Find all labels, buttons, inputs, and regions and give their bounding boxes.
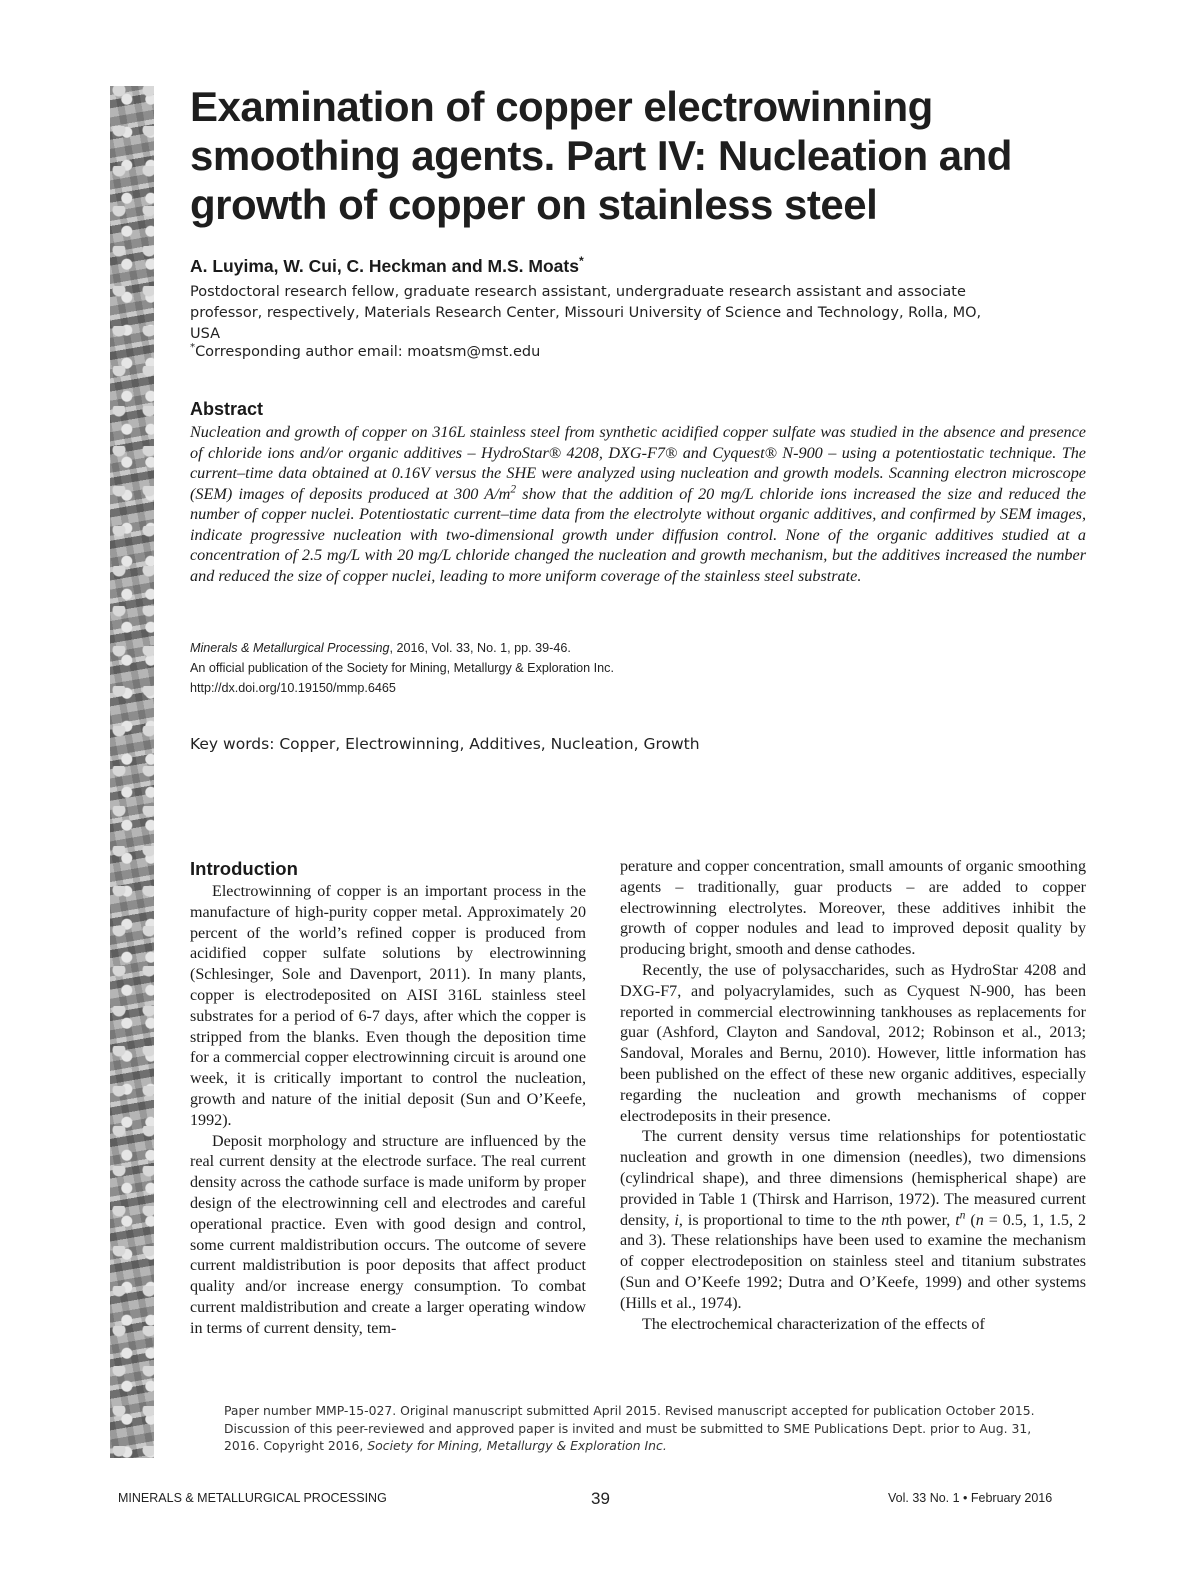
paragraph: The electrochemical characterization of the effects of <box>642 1315 985 1333</box>
text-run: The current density versus time relationships for potentiostatic nucleation and growth in one dimension (needles), two dimensions (cylindrical shape), and three dimensions (hemispherical shape) are provided in Table 1 (Thirsk and Harrison, 1972). The measured current density, <box>620 1128 1086 1229</box>
article-title: Examination of copper electrowinning smoothing agents. Part IV: Nucleation and growth of copper on stainless steel <box>190 83 1012 228</box>
footer-issue: Vol. 33 No. 1 • February 2016 <box>888 1491 1053 1505</box>
text-run: , is proportional to time to the <box>678 1211 882 1229</box>
corresponding-author <box>190 344 540 360</box>
math-sup-n: n <box>959 1209 966 1222</box>
footnote-society: Society for Mining, Metallurgy & Exploration Inc. <box>367 1438 667 1453</box>
paragraph: Recently, the use of polysaccharides, such as HydroStar 4208 and DXG-F7, and polyacrylamides, such as Cyquest N-900, has been reported in commercial electrowinning tankhouses as replacements for guar (Ashford, Clayton and Sandoval, 2012; Robinson et al., 2013; Sandoval, Morales and Bernu, 2010). However, little information has been published on the effect of these new organic additives, especially regarding the nucleation and growth mechanisms of copper electrodeposits in their presence. <box>620 961 1086 1125</box>
text-run: ( <box>965 1211 976 1229</box>
paragraph: perature and copper concentration, small amounts of organic smoothing agents – traditionally, guar products – are added to copper electrowinning electrolytes. Moreover, these additives inhibit the growth of copper nodules and lead to improved deposit quality by producing bright, smooth and dense cathodes. <box>620 858 1086 959</box>
paragraph <box>620 1127 1086 1314</box>
text-run: = 0.5, 1, 1.5, 2 and 3). These relationships have been used to examine the mechanism of copper electrodeposition on stainless steel and titanium substrates (Sun and O’Keefe 1992; Dutra and O’Keefe, 1999) and other systems (Hills et al., 1974). <box>620 1211 1087 1312</box>
abstract-part-2: show that the addition of 20 mg/L chloride ions increased the size and reduced the number of copper nuclei. Potentiostatic current–time data from the electrolyte without organic additives, and confirmed by SEM images, indicate progressive nucleation with two-dimensional growth under diffusion control. None of the organic additives studied at a concentration of 2.5 mg/L with 20 mg/L chloride changed the nucleation and growth mechanism, but the additives increased the number and reduced the size of copper nuclei, leading to more uniform coverage of the stainless steel substrate. <box>190 484 1087 585</box>
decorative-side-strip <box>110 86 154 1458</box>
math-i: i <box>674 1211 679 1229</box>
affiliation: Postdoctoral research fellow, graduate research assistant, undergraduate research assistant and associate professor, respectively, Materials Research Center, Missouri University of Science and Technology, Rolla, MO, USA <box>190 284 982 342</box>
footer-journal: MINERALS & METALLURGICAL PROCESSING <box>118 1491 387 1505</box>
abstract-part-1: Nucleation and growth of copper on 316L stainless steel from synthetic acidified copper sulfate was studied in the absence and presence of chloride ions and/or organic additives – HydroStar® 4208, DXG-F7® and Cyquest® N-900 – using a potentiostatic technique. The current–time data obtained at 0.16V versus the SHE were analyzed using nucleation and growth models. Scanning electron microscope (SEM) images of deposits produced at 300 A/m <box>190 423 1086 503</box>
corresponding-mark: * <box>578 254 584 269</box>
abstract-superscript: 2 <box>510 483 517 496</box>
column-left <box>190 858 586 1340</box>
keywords: Key words: Copper, Electrowinning, Additives, Nucleation, Growth <box>190 735 700 753</box>
math-n: n <box>881 1211 890 1229</box>
footnote-text: Paper number MMP-15-027. Original manuscript submitted April 2015. Revised manuscript accepted for publication October 2015. Discussion of this peer-reviewed and approved paper is invited and must be submitted to SME Publications Dept. prior to Aug. 31, 2016. Copyright 2016, <box>224 1403 1035 1453</box>
text-run: th power, <box>889 1211 956 1229</box>
introduction-heading: Introduction <box>190 858 298 879</box>
page-number: 39 <box>591 1489 610 1508</box>
corresponding-email: Corresponding author email: moatsm@mst.edu <box>195 344 541 360</box>
abstract-text <box>190 422 1086 586</box>
citation-details: , 2016, Vol. 33, No. 1, pp. 39-46. <box>389 641 571 655</box>
corresponding-mark-2: * <box>190 342 196 354</box>
author-names: A. Luyima, W. Cui, C. Heckman and M.S. Moats <box>190 256 579 276</box>
journal-name: Minerals & Metallurgical Processing <box>190 641 390 655</box>
citation-block <box>190 638 890 698</box>
authors <box>190 256 584 277</box>
column-right <box>620 857 1086 1335</box>
abstract-heading: Abstract <box>190 399 264 419</box>
math-n: n <box>975 1211 984 1229</box>
math-t: t <box>955 1211 960 1229</box>
paragraph: Deposit morphology and structure are influenced by the real current density at the electrode surface. The real current density across the cathode surface is made uniform by proper design of the electrowinning cell and electrodes and careful operational practice. Even with good design and control, some current maldistribution occurs. The outcome of severe current maldistribution is poor deposits that affect product quality and/or increase energy consumption. To combat current maldistribution and create a larger operating window in terms of current density, tem- <box>190 1132 586 1337</box>
publisher-line: An official publication of the Society for Mining, Metallurgy & Exploration Inc. <box>190 661 614 675</box>
manuscript-footnote <box>224 1402 1064 1455</box>
paragraph: Electrowinning of copper is an important process in the manufacture of high-purity copper metal. Approximately 20 percent of the world’s refined copper is produced from acidified copper sulfate solutions by electrowinning (Schlesinger, Sole and Davenport, 2011). In many plants, copper is electrodeposited on AISI 316L stainless steel substrates for a period of 6-7 days, after which the copper is stripped from the blanks. Even though the deposition time for a commercial copper electrowinning circuit is around one week, it is critically important to control the nucleation, growth and nature of the initial deposit (Sun and O’Keefe, 1992). <box>190 883 586 1129</box>
doi-link[interactable]: http://dx.doi.org/10.19150/mmp.6465 <box>190 681 396 695</box>
